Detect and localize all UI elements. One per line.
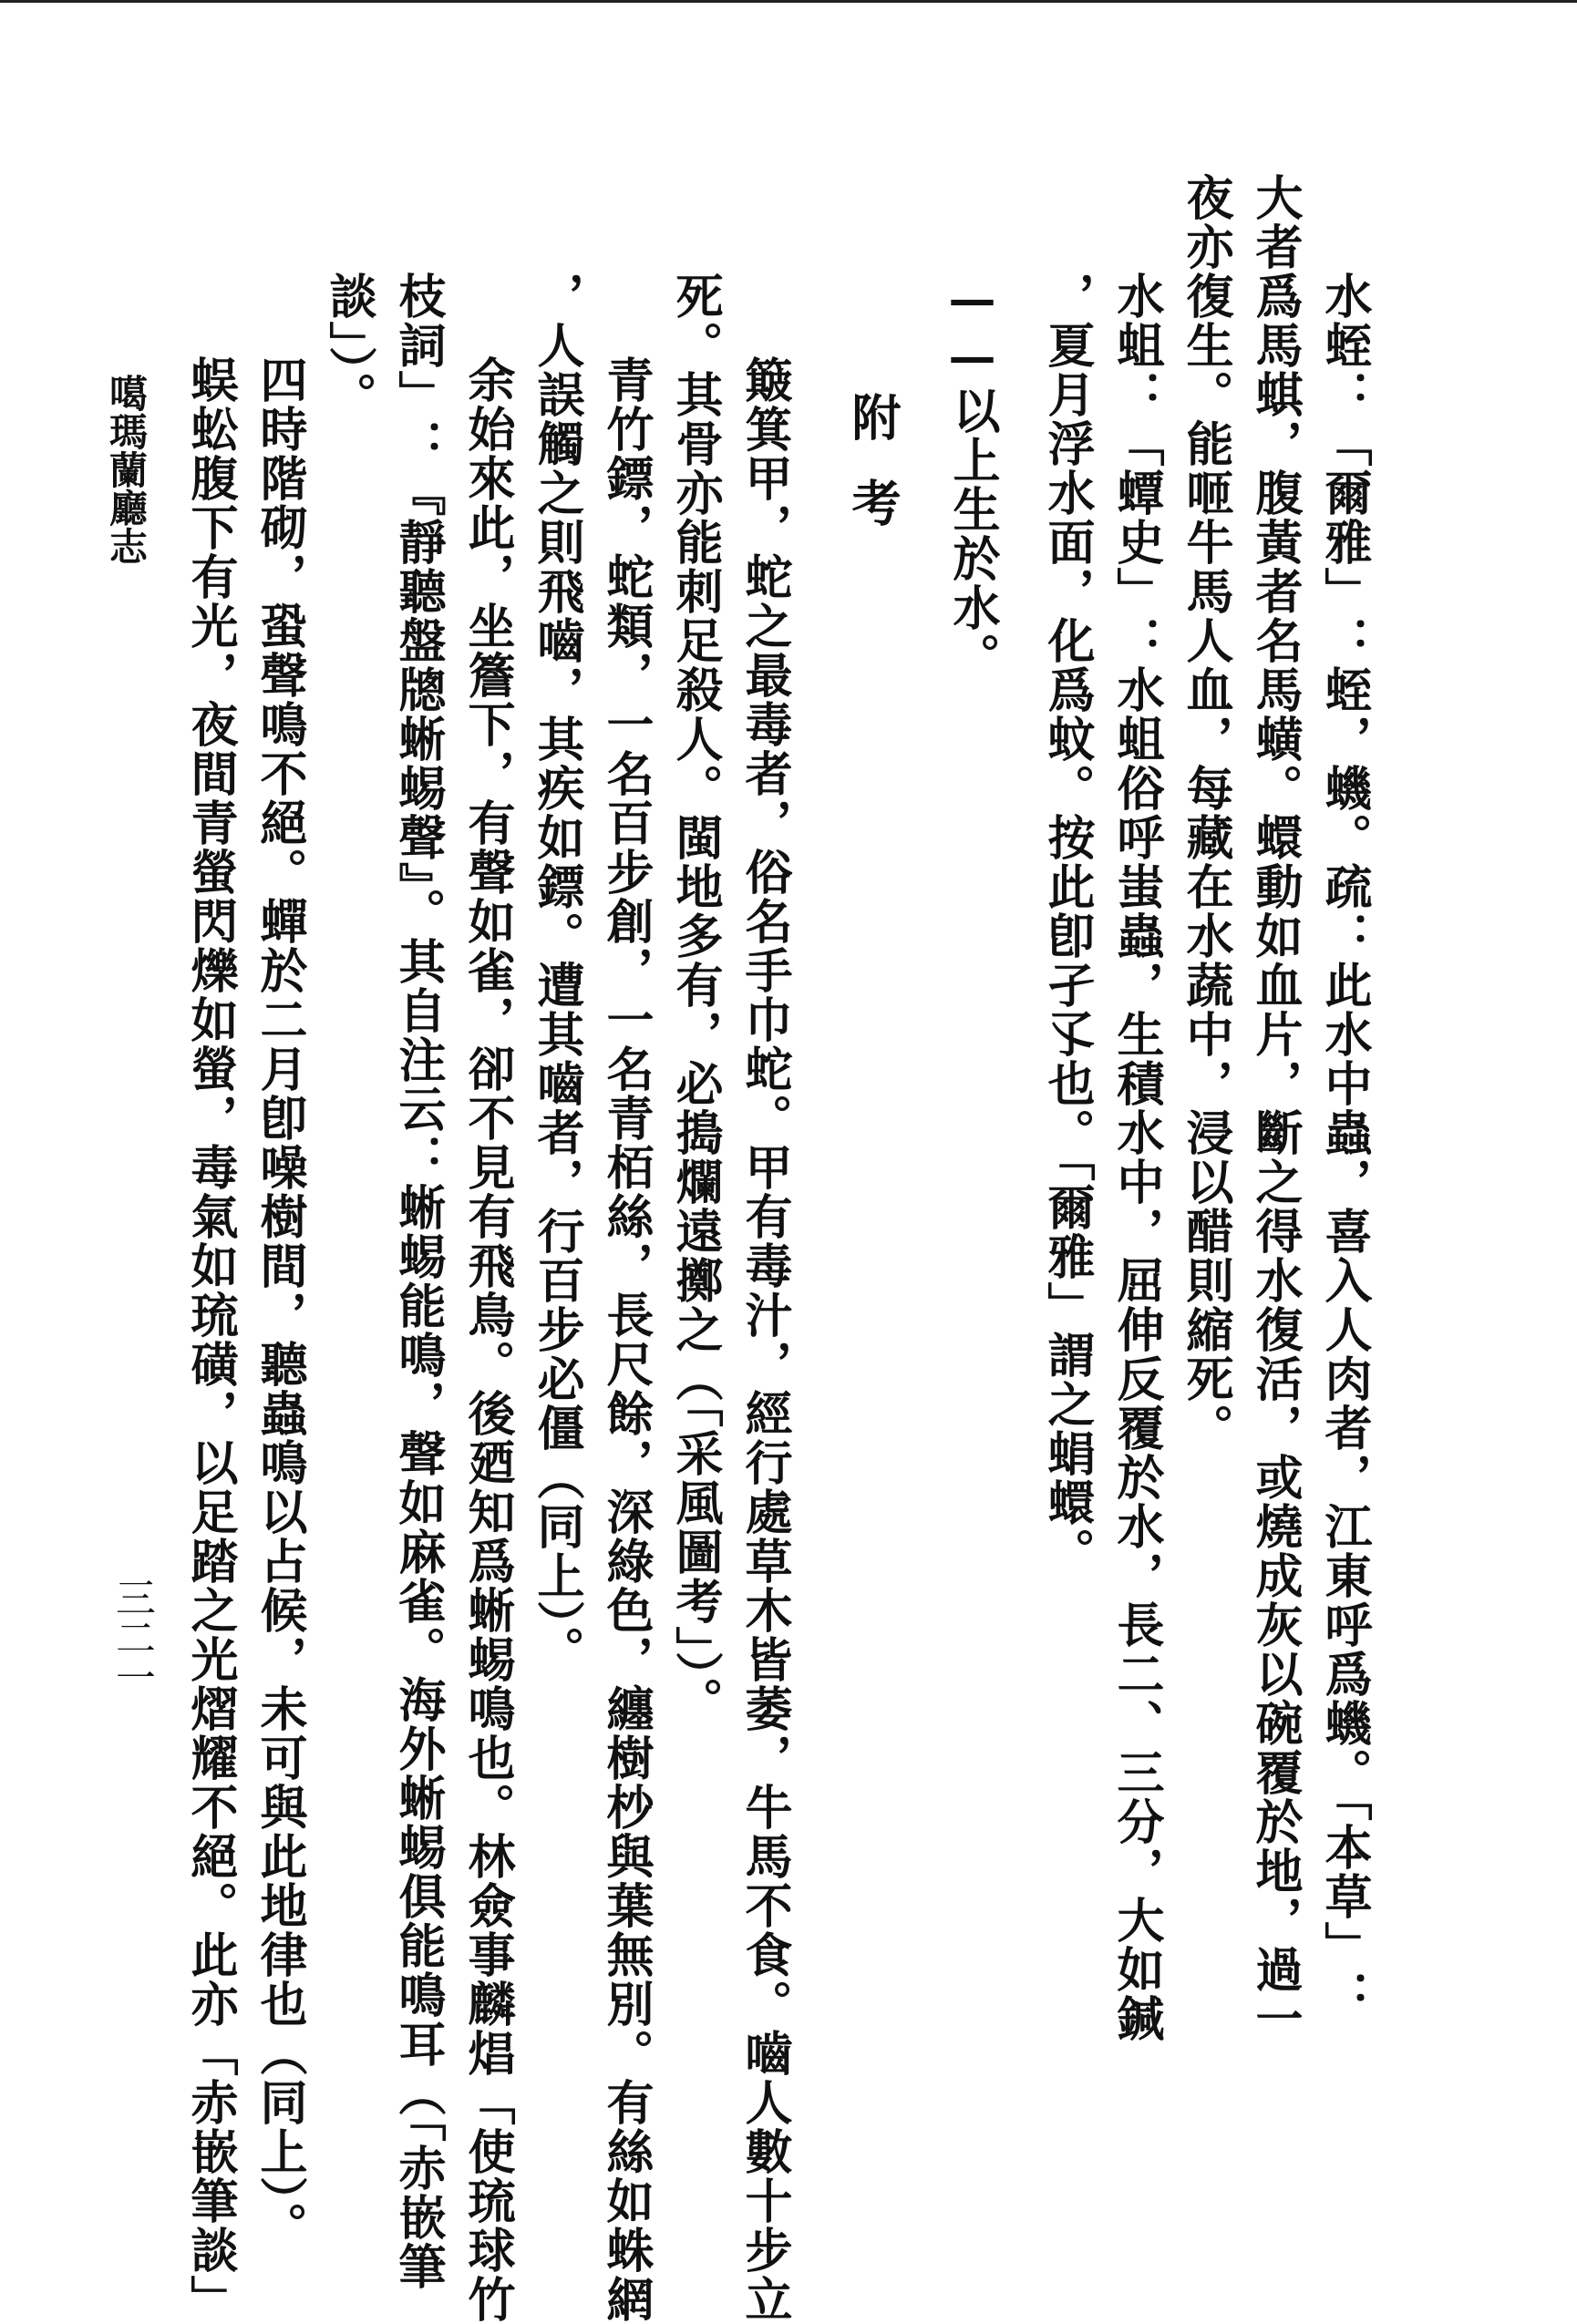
text-column-5: ，夏月浮水面，化爲蚊。按此卽孑孓也。「爾雅」謂之蜎蠉。 (1039, 272, 1095, 1577)
text-column-3: 夜亦復生。能咂牛馬人血，每藏在水蔬中，浸以醋則縮死。 (1178, 173, 1233, 1453)
text-column-15: 蜈蚣腹下有光，夜間青螢閃爍如螢，毒氣如琉磺，以足踏之光熠耀不絕。此亦「赤嵌筆談」 (182, 355, 238, 2324)
text-column-8: 死。其骨亦能刺足殺人。閩地多有，必搗爛遠擲之（「采風圖考」）。 (667, 272, 723, 1726)
text-column-9: 青竹鏢，蛇類，一名百步創，一名青栢絲，長尺餘，深綠色，纏樹杪與葉無別。有絲如蛛網 (598, 355, 654, 2324)
text-column-12: 枝詞」：『靜聽盤牕蜥蜴聲』。其自注云：蜥蜴能鳴，聲如麻雀。海外蜥蜴俱能鳴耳（「赤嵌筆 (390, 272, 446, 2291)
text-column-6: ——以上生於水。 (944, 272, 1000, 682)
text-column-2: 大者爲馬蜞，腹黃者名馬蟥。蠉動如血片，斷之得水復活，或燒成灰以碗覆於地，過一 (1247, 173, 1303, 2043)
text-column-14: 四時階砌，蛩聲鳴不絕。蟬於二月卽噪樹間，聽蟲鳴以占候，未可與此地律也（同上）。 (252, 355, 307, 2251)
text-column-11: 余始來此，坐簷下，有聲如雀，卻不見有飛鳥。後廼知爲蜥蜴鳴也。林僉事麟焻「使琉球竹 (459, 355, 515, 2324)
page-number: 三二一 (108, 1577, 155, 1697)
text-column-1: 水蛭：「爾雅」：蛭，蟣。疏：此水中蟲，喜入人肉者，江東呼爲蟣。「本草」： (1316, 272, 1372, 2020)
text-column-10: ，人誤觸之則飛嚙，其疾如鏢。遭其嚙者，行百步必僵（同上）。 (529, 272, 584, 1675)
section-heading: 附考 (844, 392, 902, 563)
top-rule (0, 0, 1577, 3)
text-column-4: 水蛆：「蟫史」：水蛆俗呼蚩蟲，生積水中，屈伸反覆於水，長二、三分，大如鍼 (1108, 272, 1164, 2043)
text-column-7: 簸箕甲，蛇之最毒者，俗名手巾蛇。甲有毒汁，經行處草木皆萎，牛馬不食。嚙人數十步立 (737, 355, 792, 2324)
text-column-13: 談」）。 (321, 272, 376, 421)
book-title: 噶瑪蘭廳志 (104, 374, 149, 565)
